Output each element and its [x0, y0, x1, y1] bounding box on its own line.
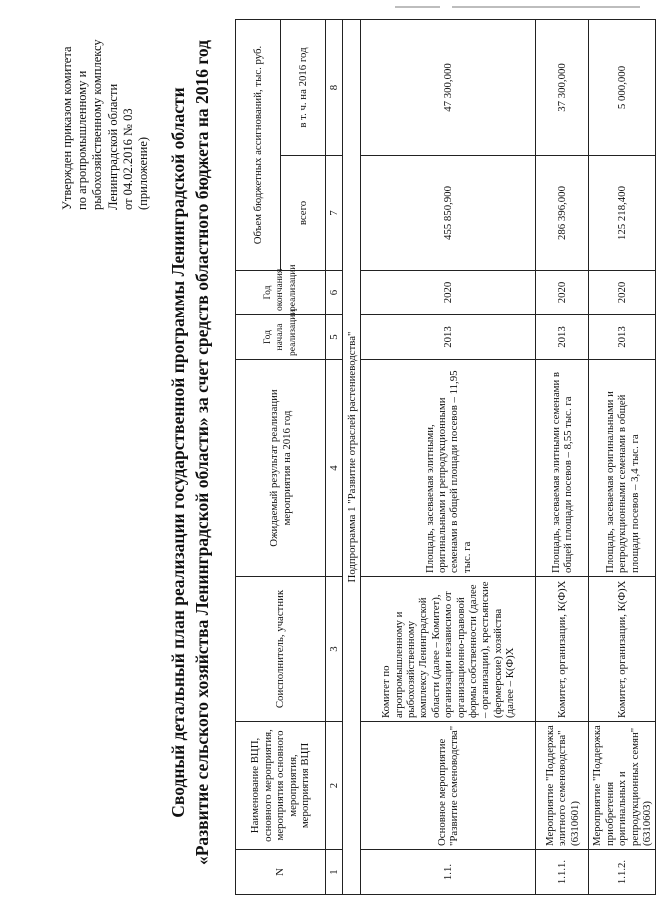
col-number: 3: [326, 577, 343, 722]
row-num: 1.1.: [361, 850, 536, 895]
row-result: Площадь, засеваемая элитными, оригинальными и репродукционными семенами в общей площади посевов – 11,95 тыс. га: [361, 360, 536, 577]
col-number: 1: [326, 850, 343, 895]
table-row: [361, 20, 536, 895]
header-budget-2016: в т. ч. на 2016 год: [281, 20, 326, 156]
row-num: 1.1.2.: [589, 850, 656, 895]
header-result: Ожидаемый результат реализации мероприятия на 2016 год: [236, 360, 326, 577]
row-name: Мероприятие "Поддержка элитного семеноводства" (6310601): [536, 722, 589, 850]
header-name: Наименование ВЦП, основного мероприятия, мероприятия основного мероприятия, мероприятия ВЦП: [236, 722, 326, 850]
row-name: Мероприятие "Поддержка приобретения оригинальных и репродукционных семян" (6310603): [589, 722, 656, 850]
row-name: Основное мероприятие "Развитие семеноводства": [361, 722, 536, 850]
row-budget-2016: 47 300,000: [361, 20, 536, 156]
col-number: 8: [326, 20, 343, 156]
row-start-year: 2013: [589, 315, 656, 360]
approval-line: рыбохозяйственному комплексу: [90, 39, 105, 210]
row-end-year: 2020: [536, 271, 589, 315]
col-number: 6: [326, 271, 343, 315]
row-result: Площадь, засеваемая элитными семенами в общей площади посевов – 8,55 тыс. га: [536, 360, 589, 577]
row-end-year: 2020: [589, 271, 656, 315]
plan-table: [235, 19, 656, 895]
col-number: 7: [326, 156, 343, 271]
approval-line: по агропромышленному и: [75, 70, 90, 210]
header-budget: Объем бюджетных ассигнований, тыс. руб.: [236, 20, 281, 271]
row-budget-total: 286 396,000: [536, 156, 589, 271]
header-end-year: Год окончания реализации: [236, 271, 326, 315]
header-num: N: [236, 850, 326, 895]
subprogram-title: Подпрограмма 1 "Развитие отраслей растениеводства": [343, 20, 361, 895]
approval-block: [60, 10, 151, 210]
row-start-year: 2013: [361, 315, 536, 360]
row-budget-total: 125 218,400: [589, 156, 656, 271]
document-title-line-2: «Развитие сельского хозяйства Ленинградской области» за счет средств областного бюджета на 2016 год: [192, 39, 212, 866]
row-budget-2016: 5 000,000: [589, 20, 656, 156]
col-number: 2: [326, 722, 343, 850]
column-number-row: [326, 20, 343, 895]
row-executor: Комитет по агропромышленному и рыбохозяйственному комплексу Ленинградской области (далее – Комитет), организации независимо от организационно-правовой формы собственности (далее – организации), крестьянские (фермерские) хозяйства (далее – К(Ф)Х: [361, 577, 536, 722]
subprogram-row: [343, 20, 361, 895]
col-number: 4: [326, 360, 343, 577]
header-start-year: Год начала реализации: [236, 315, 326, 360]
row-executor: Комитет, организации, К(Ф)Х: [536, 577, 589, 722]
approval-line: Утвержден приказом комитета: [60, 46, 74, 210]
row-budget-total: 455 850,900: [361, 156, 536, 271]
row-end-year: 2020: [361, 271, 536, 315]
table-row: [589, 20, 656, 895]
row-executor: Комитет, организации, К(Ф)Х: [589, 577, 656, 722]
table-row: [536, 20, 589, 895]
row-result: Площадь, засеваемая оригинальными и репродукционными семенами в общей площади посевов – 3,4 тыс. га: [589, 360, 656, 577]
approval-line: (приложение): [136, 136, 151, 210]
row-num: 1.1.1.: [536, 850, 589, 895]
row-budget-2016: 37 300,000: [536, 20, 589, 156]
header-executor: Соисполнитель, участник: [236, 577, 326, 722]
approval-line: Ленинградской области: [105, 83, 120, 210]
col-number: 5: [326, 315, 343, 360]
document-title-line-1: Сводный детальный план реализации государственной программы Ленинградской области: [168, 87, 188, 818]
row-start-year: 2013: [536, 315, 589, 360]
header-budget-total: всего: [281, 156, 326, 271]
approval-line: от 04.02.2016 № 03: [120, 108, 135, 210]
